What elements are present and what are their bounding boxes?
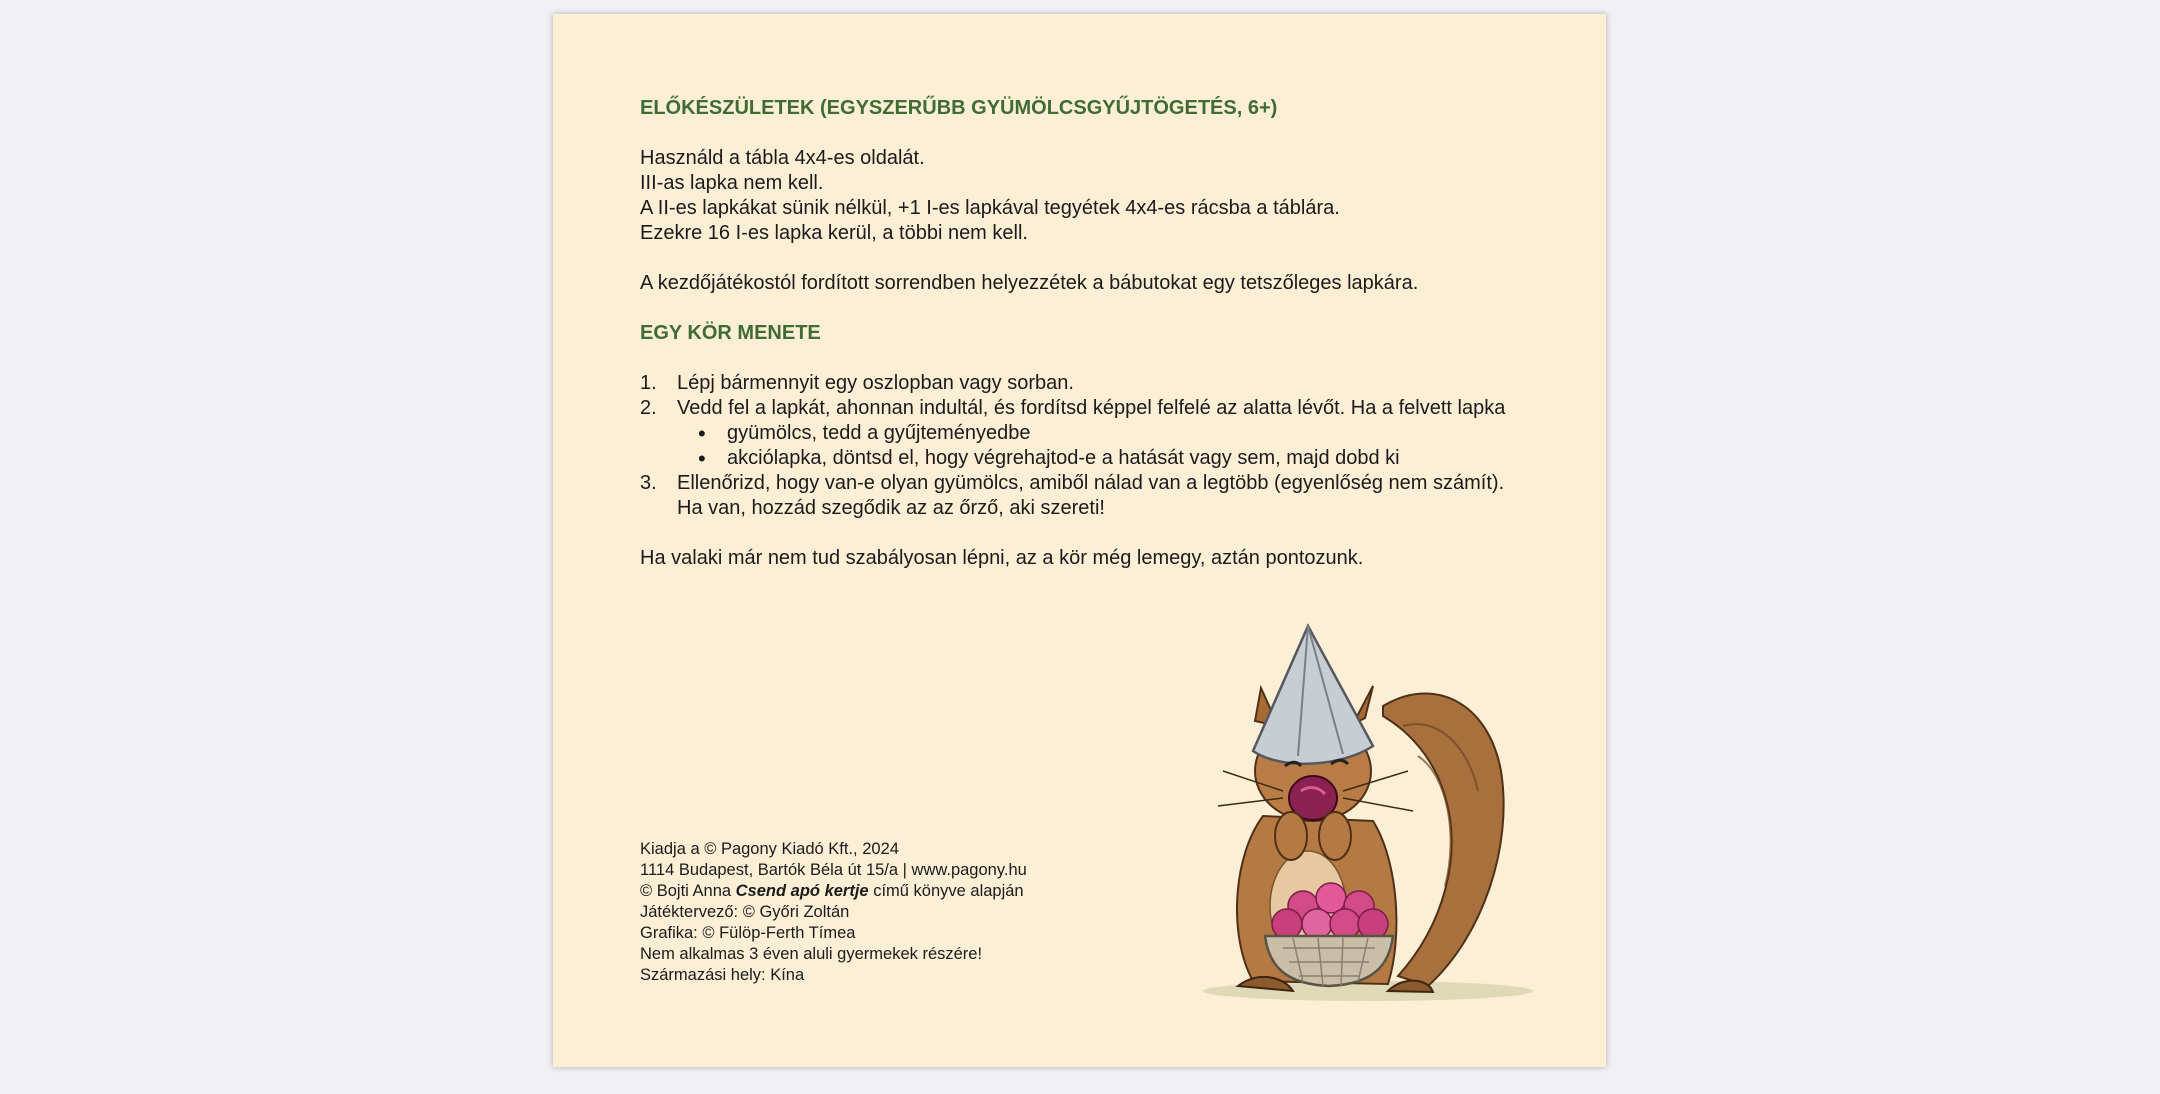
- imprint-graphics: Grafika: © Fülöp-Ferth Tímea: [640, 924, 856, 942]
- setup-heading: ELŐKÉSZÜLETEK (EGYSZERŰBB GYÜMÖLCSGYŰJTÖGETÉS, 6+): [640, 97, 1278, 119]
- imprint: [640, 839, 1027, 986]
- list-item: [640, 371, 1540, 396]
- imprint-address: 1114 Budapest, Bartók Béla út 15/a | www.pagony.hu: [640, 861, 1027, 879]
- squirrel-with-fruit-basket-icon: [1183, 606, 1543, 1026]
- step-text: Lépj bármennyit egy oszlopban vagy sorban.: [677, 372, 1074, 394]
- rulebook-page: [553, 14, 1606, 1067]
- step-text-block: [677, 471, 1504, 521]
- imprint-warning: Nem alkalmas 3 éven aluli gyermekek részére!: [640, 945, 983, 963]
- bullet-item: • gyümölcs, tedd a gyűjteményedbe: [640, 421, 1540, 446]
- step-number: 1.: [640, 372, 657, 394]
- setup-line: III-as lapka nem kell.: [640, 172, 824, 194]
- setup-paragraph: A kezdőjátékostól fordított sorrendben helyezzétek a bábutokat egy tetszőleges lapkára.: [640, 272, 1419, 294]
- setup-line: A II-es lapkákat sünik nélkül, +1 I-es lapkával tegyétek 4x4-es rácsba a táblára.: [640, 197, 1340, 219]
- round-steps-list: [640, 371, 1540, 521]
- imprint-author: © Bojti Anna: [640, 882, 736, 900]
- round-heading: EGY KÖR MENETE: [640, 322, 821, 344]
- book-title: Csend apó kertje: [735, 882, 869, 900]
- step-bullets: [640, 421, 1540, 471]
- step-text: Vedd fel a lapkát, ahonnan indultál, és fordítsd képpel felfelé az alatta lévőt. Ha a felvett lapka: [677, 397, 1506, 419]
- closing-paragraph: Ha valaki már nem tud szabályosan lépni, az a kör még lemegy, aztán pontozunk.: [640, 547, 1364, 569]
- step-number: 2.: [640, 397, 657, 419]
- list-item: [640, 471, 1540, 521]
- bullet-item: • akciólapka, döntsd el, hogy végrehajtod-e a hatását vagy sem, majd dobd ki: [640, 446, 1540, 471]
- list-item: [640, 396, 1540, 421]
- imprint-origin: Származási hely: Kína: [640, 966, 805, 984]
- step-number: 3.: [640, 472, 657, 494]
- setup-line: Használd a tábla 4x4-es oldalát.: [640, 147, 925, 169]
- imprint-credit: [640, 881, 1027, 902]
- step-text: Ellenőrizd, hogy van-e olyan gyümölcs, amiből nálad van a legtöbb (egyenlőség nem számít).: [677, 472, 1505, 494]
- rules-content: [640, 96, 1540, 571]
- setup-line: Ezekre 16 I-es lapka kerül, a többi nem kell.: [640, 222, 1028, 244]
- imprint-publisher: Kiadja a © Pagony Kiadó Kft., 2024: [640, 840, 899, 858]
- imprint-designer: Játéktervező: © Győri Zoltán: [640, 903, 850, 921]
- step-text-continued: Ha van, hozzád szegődik az az őrző, aki szereti!: [677, 497, 1105, 519]
- imprint-credit-suffix: című könyve alapján: [868, 882, 1024, 900]
